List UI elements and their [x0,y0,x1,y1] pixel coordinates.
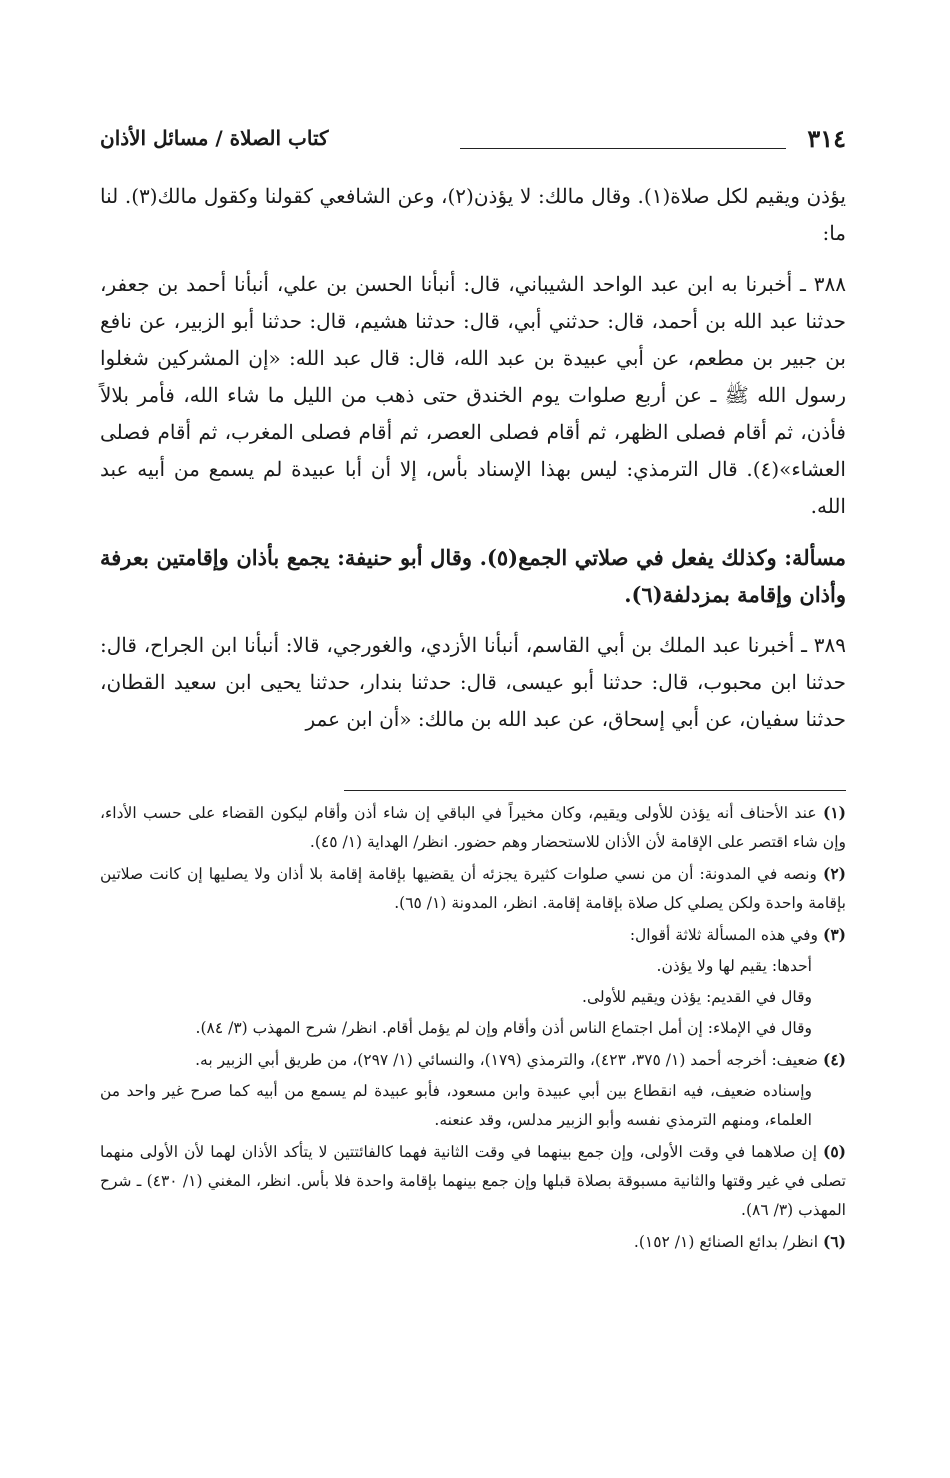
footnote-text: إن صلاهما في وقت الأولى، وإن جمع بينهما في وقت الثانية فهما كالفائتتين لا يتأكد الأذان لهما لأن الأولى منهما تصلى في غير وقتها والثانية مسبوقة بصلاة قبلها وإن جمع بينهما بإقامة واحدة فلا بأس. انظر، المغني (١/ ٤٣٠) ـ شرح المهذب (٣/ ٨٦). [100,1143,846,1219]
masala-heading: مسألة: وكذلك يفعل في صلاتي الجمع(٥). وقال أبو حنيفة: يجمع بأذان وإقامتين بعرفة وأذان وإقامة بمزدلفة(٦). [100,545,846,607]
hadith-389: ٣٨٩ ـ أخبرنا عبد الملك بن أبي القاسم، أنبأنا الأزدي، والغورجي، قالا: أنبأنا ابن الجراح، قال: حدثنا ابن محبوب، قال: حدثنا أبو عيسى، قال: حدثنا بندار، حدثنا يحيى ابن سعيد القطان، حدثنا سفيان، عن أبي إسحاق، عن عبد الله بن مالك: «أن ابن عمر [100,633,846,731]
footnote-2 [100,859,846,918]
footnote-number: (٤) [822,1050,846,1069]
footnote-3-c: وقال في الإملاء: إن أمل اجتماع الناس أذن وأقام وإن لم يؤمل أقام. انظر/ شرح المهذب (٣/ ٨٤). [195,1019,812,1037]
footnotes [100,798,846,1259]
page-number: ٣١٤ [807,124,846,153]
footnote-number: (٦) [822,1232,846,1251]
footnote-text: عند الأحناف أنه يؤذن للأولى ويقيم، وكان مخيراً في الباقي إن شاء أذن وأقام ليكون القضاء على حسب الأداء، وإن شاء اقتصر على الإقامة لأن الأذان للاستحضار وهم حضور. انظر/ الهداية (١/ ٤٥). [100,804,846,851]
footnote-separator [344,790,846,791]
footnote-3 [100,920,846,950]
footnote-number: (١) [822,803,846,822]
hadith-388: ٣٨٨ ـ أخبرنا به ابن عبد الواحد الشيباني، قال: أنبأنا الحسن بن علي، أنبأنا أحمد بن جعفر، حدثنا عبد الله بن أحمد، قال: حدثني أبي، قال: حدثنا هشيم، قال: حدثنا أبو الزبير، عن نافع بن جبير بن مطعم، عن أبي عبيدة بن عبد الله، قال: قال عبد الله: «إن المشركين شغلوا رسول الله ﷺ ـ عن أربع صلوات يوم الخندق حتى ذهب من الليل ما شاء الله، فأمر بلالاً فأذن، ثم أقام فصلى الظهر، ثم أقام فصلى العصر، ثم أقام فصلى المغرب، ثم أقام فصلى العشاء»(٤). قال الترمذي: ليس بهذا الإسناد بأس، إلا أن أبا عبيدة لم يسمع من أبيه عبد الله. [100,272,846,518]
header-rule [460,148,786,149]
footnote-3-a: أحدها: يقيم لها ولا يؤذن. [656,957,812,975]
footnote-number: (٣) [822,925,846,944]
footnote-text: ضعيف: أخرجه أحمد (١/ ٣٧٥، ٤٢٣)، والترمذي (١٧٩)، والنسائي (١/ ٢٩٧)، من طريق أبي الزبير به. [195,1051,819,1069]
footnote-text: انظر/ بدائع الصنائع (١/ ١٥٢). [633,1233,819,1251]
footnote-number: (٢) [822,864,846,883]
footnote-1 [100,798,846,857]
footnote-6 [100,1227,846,1257]
footnote-5 [100,1137,846,1225]
footnote-text: ونصه في المدونة: أن من نسي صلوات كثيرة يجزئه أن يقضيها بإقامة إقامة بلا أذان ولا يصليها إن كانت صلاتين بإقامة واحدة ولكن يصلي كل صلاة بإقامة إقامة. انظر، المدونة (١/ ٦٥). [100,865,846,912]
page-header [100,118,846,158]
footnote-4 [100,1045,846,1075]
footnote-3-b: وقال في القديم: يؤذن ويقيم للأولى. [582,988,812,1006]
main-text [100,178,846,752]
footnote-4-b: وإسناده ضعيف، فيه انقطاع بين أبي عبيدة وابن مسعود، فأبو عبيدة لم يسمع من أبيه كما صرح غير واحد من العلماء، ومنهم الترمذي نفسه وأبو الزبير مدلس، وقد عنعنه. [100,1082,812,1129]
paragraph-continuation: يؤذن ويقيم لكل صلاة(١). وقال مالك: لا يؤذن(٢)، وعن الشافعي كقولنا وكقول مالك(٣). لنا ما: [100,184,846,245]
running-title: كتاب الصلاة / مسائل الأذان [100,126,329,150]
footnote-text: وفي هذه المسألة ثلاثة أقوال: [629,926,819,944]
footnote-number: (٥) [822,1142,846,1161]
